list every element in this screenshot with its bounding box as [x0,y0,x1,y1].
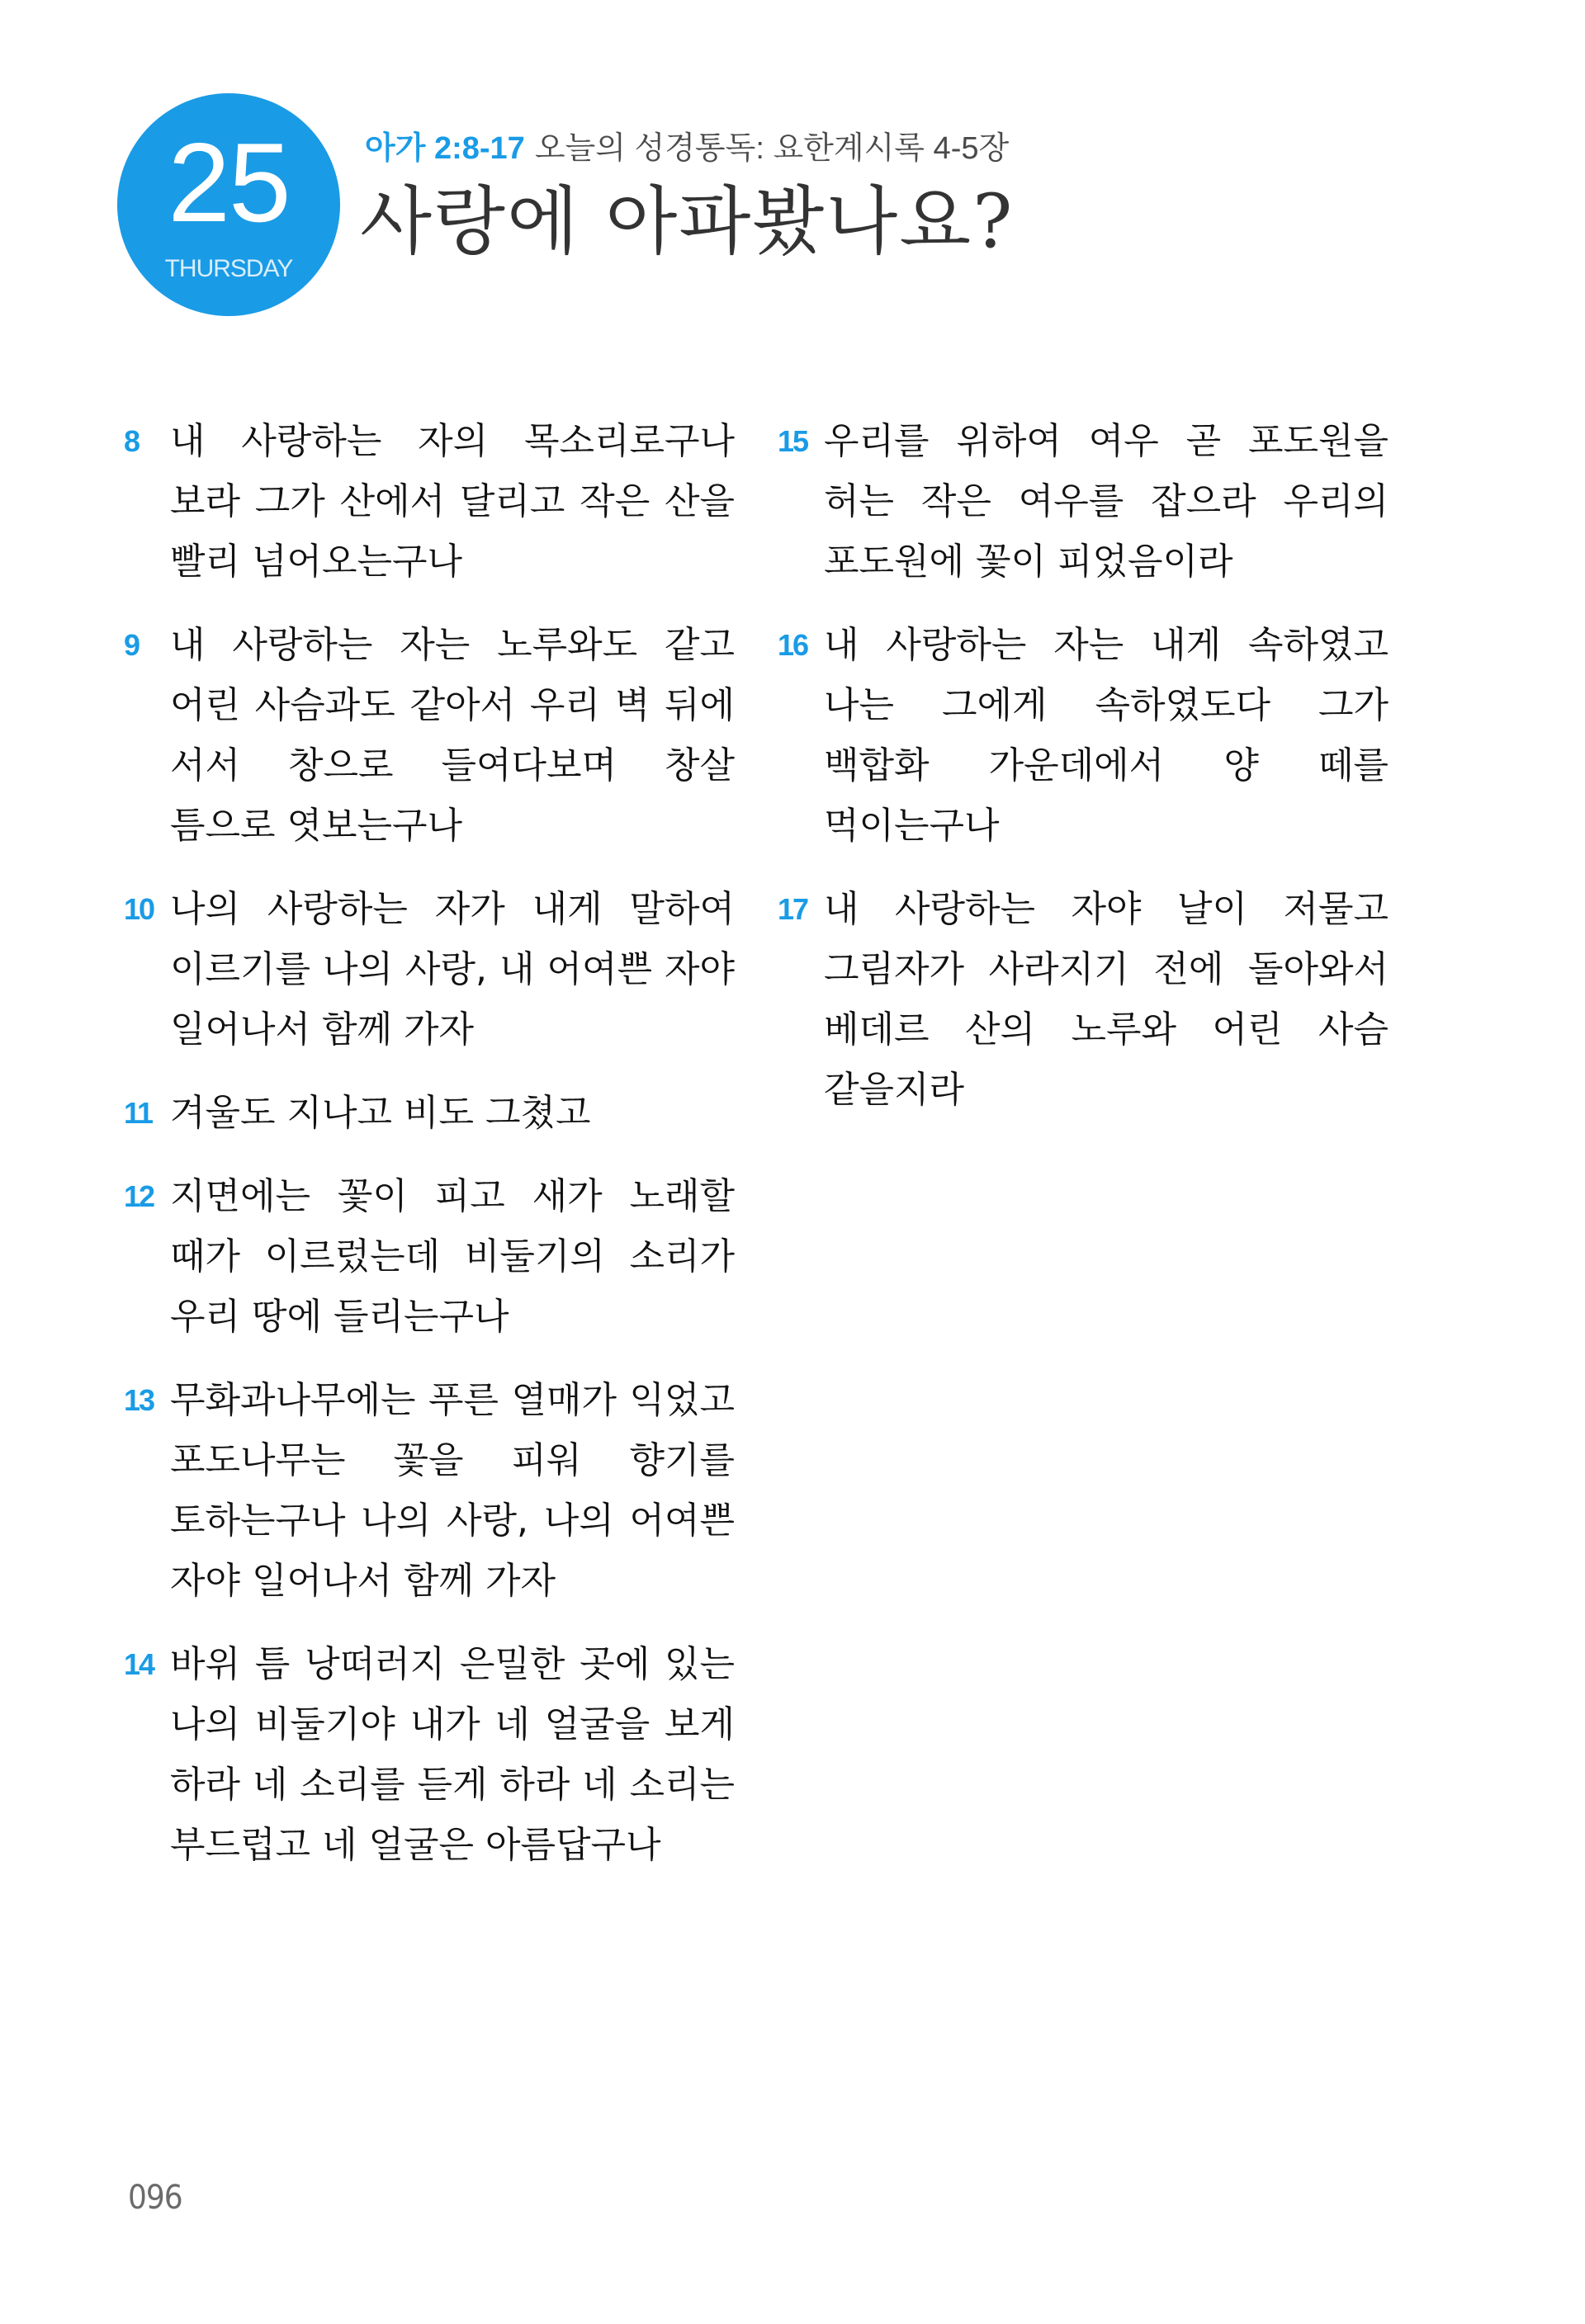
verses-left-column [124,411,735,1898]
page-title: 사랑에 아파봤나요? [360,178,1015,265]
daily-reading: 오늘의 성경통독: 요한계시록 4-5장 [534,131,1010,166]
verse-9 [124,615,735,856]
verse-text: 나의 사랑하는 자가 내게 말하여 이르기를 나의 사랑, 내 어여쁜 자야 일어나서 함께 가자 [170,888,735,1051]
verse-number: 11 [124,1096,153,1130]
verses-right-column [778,411,1389,1143]
verse-text: 내 사랑하는 자는 노루와도 같고 어린 사슴과도 같아서 우리 벽 뒤에 서서 창으로 들여다보며 창살 틈으로 엿보는구나 [170,624,735,847]
verse-number: 10 [124,892,154,926]
verse-text: 내 사랑하는 자야 날이 저물고 그림자가 사라지기 전에 돌아와서 베데르 산의 노루와 어린 사슴 같을지라 [824,888,1389,1111]
verse-number: 13 [124,1383,154,1417]
verse-number: 14 [124,1647,154,1681]
verse-number: 8 [124,424,140,458]
verse-16 [778,615,1389,856]
verse-12 [124,1166,735,1347]
verse-number: 9 [124,628,140,662]
verse-number: 12 [124,1179,154,1213]
verse-14 [124,1634,735,1875]
verse-8 [124,411,735,592]
verse-text: 겨울도 지나고 비도 그쳤고 [170,1092,591,1134]
day-of-week: THURSDAY [164,255,293,282]
verse-text: 무화과나무에는 푸른 열매가 익었고 포도나무는 꽃을 피워 향기를 토하는구나 나의 사랑, 나의 어여쁜 자야 일어나서 함께 가자 [170,1379,735,1602]
verse-15 [778,411,1389,592]
scripture-reference: 아가 2:8-17 [365,131,525,166]
page-number: 096 [128,2179,182,2217]
verse-text: 우리를 위하여 여우 곧 포도원을 허는 작은 여우를 잡으라 우리의 포도원에 꽃이 피었음이라 [824,420,1389,583]
day-number: 25 [168,120,290,245]
verse-text: 내 사랑하는 자는 내게 속하였고 나는 그에게 속하였도다 그가 백합화 가운데에서 양 떼를 먹이는구나 [824,624,1389,847]
verse-number: 16 [778,628,808,662]
verse-number: 15 [778,424,808,458]
verse-11 [124,1083,735,1143]
verse-13 [124,1370,735,1611]
verse-17 [778,879,1389,1120]
verse-text: 지면에는 꽃이 피고 새가 노래할 때가 이르렀는데 비둘기의 소리가 우리 땅에 들리는구나 [170,1175,735,1338]
verse-text: 내 사랑하는 자의 목소리로구나 보라 그가 산에서 달리고 작은 산을 빨리 넘어오는구나 [170,420,735,583]
verse-number: 17 [778,892,808,926]
verse-text: 바위 틈 낭떠러지 은밀한 곳에 있는 나의 비둘기야 내가 네 얼굴을 보게 하라 네 소리를 듣게 하라 네 소리는 부드럽고 네 얼굴은 아름답구나 [170,1643,735,1866]
day-badge [117,93,340,316]
verse-10 [124,879,735,1060]
reference-line [365,122,1009,168]
